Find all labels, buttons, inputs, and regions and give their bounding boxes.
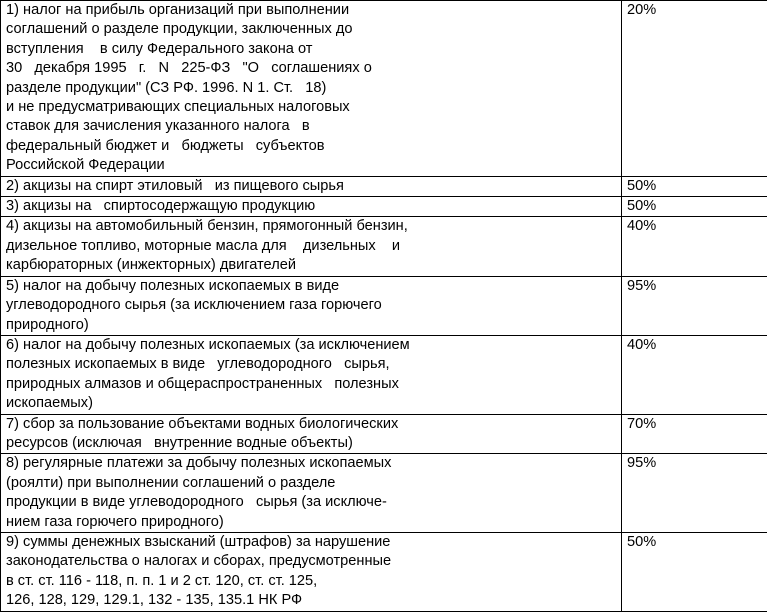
table-row xyxy=(1,1,767,177)
row-4-rate: 40% xyxy=(622,217,767,276)
table-row xyxy=(1,532,767,611)
row-8-description: 8) регулярные платежи за добычу полезных ископаемых (роялти) при выполнении соглашений о разделе продукции в виде углеводородного сырья (за исключе- нием газа горючего природного) xyxy=(1,454,622,533)
row-9-rate: 50% xyxy=(622,532,767,611)
row-2-description: 2) акцизы на спирт этиловый из пищевого сырья xyxy=(1,176,622,196)
row-3-description: 3) акцизы на спиртосодержащую продукцию xyxy=(1,197,622,217)
row-5-rate: 95% xyxy=(622,276,767,335)
row-5-description: 5) налог на добычу полезных ископаемых в виде углеводородного сырья (за исключением газа горючего природного) xyxy=(1,276,622,335)
row-1-rate: 20% xyxy=(622,1,767,177)
row-9-description: 9) суммы денежных взысканий (штрафов) за нарушение законодательства о налогах и сборах, предусмотренные в ст. ст. 116 - 118, п. п. 1 и 2 ст. 120, ст. ст. 125, 126, 128, 129, 129.1, 132 - 135, 135.1 НК РФ xyxy=(1,532,622,611)
row-7-description: 7) сбор за пользование объектами водных биологических ресурсов (исключая внутренние водные объекты) xyxy=(1,414,622,454)
row-2-rate: 50% xyxy=(622,176,767,196)
row-6-description: 6) налог на добычу полезных ископаемых (за исключением полезных ископаемых в виде углеводородного сырья, природных алмазов и общераспространенных полезных ископаемых) xyxy=(1,335,622,414)
row-4-description: 4) акцизы на автомобильный бензин, прямогонный бензин, дизельное топливо, моторные масла для дизельных и карбюраторных (инжекторных) двигателей xyxy=(1,217,622,276)
row-7-rate: 70% xyxy=(622,414,767,454)
table-row xyxy=(1,197,767,217)
table-row xyxy=(1,176,767,196)
table-row xyxy=(1,217,767,276)
row-1-description: 1) налог на прибыль организаций при выполнении соглашений о разделе продукции, заключенных до вступления в силу Федерального закона от 30 декабря 1995 г. N 225-ФЗ "О соглашениях о разделе продукции" (СЗ РФ. 1996. N 1. Ст. 18) и не предусматривающих специальных налоговых ставок для зачисления указанного налога в федеральный бюджет и бюджеты субъектов Российской Федерации xyxy=(1,1,622,177)
row-8-rate: 95% xyxy=(622,454,767,533)
table-row xyxy=(1,276,767,335)
row-6-rate: 40% xyxy=(622,335,767,414)
table-row xyxy=(1,454,767,533)
table-row xyxy=(1,414,767,454)
row-3-rate: 50% xyxy=(622,197,767,217)
table-row xyxy=(1,335,767,414)
